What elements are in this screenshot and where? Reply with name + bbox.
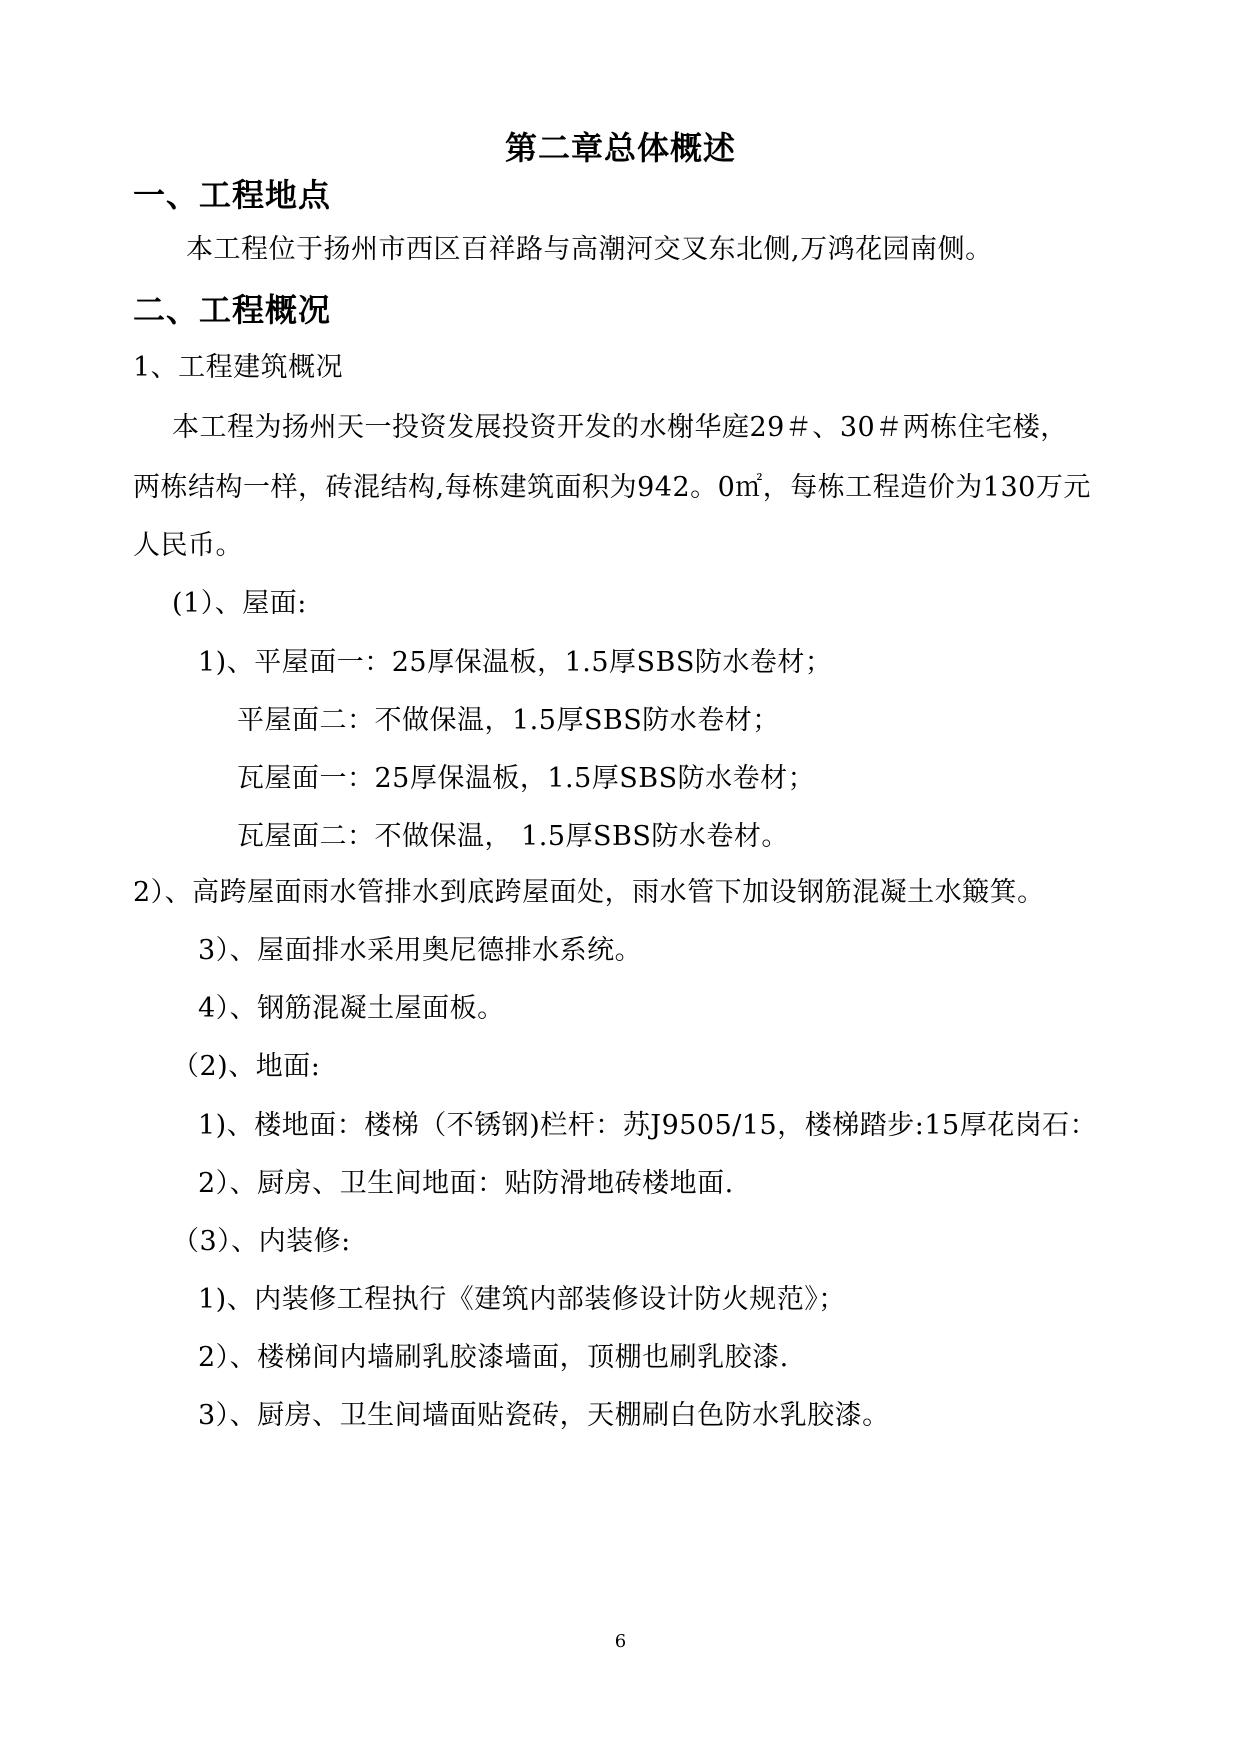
section-heading-location: 一、工程地点 — [133, 176, 332, 214]
roof-item-3: 3）、屋面排水采用奥尼德排水系统。 — [198, 935, 643, 966]
floor-item-1: 1)、楼地面：楼梯（不锈钢)栏杆：苏J9505/15，楼梯踏步:15厚花岗石： — [198, 1110, 1098, 1141]
floor-item-2: 2）、厨房、卫生间地面：贴防滑地砖楼地面. — [198, 1168, 734, 1199]
location-paragraph: 本工程位于扬州市西区百祥路与高潮河交叉东北侧,万鸿花园南侧。 — [186, 234, 993, 265]
overview-paragraph-line-1: 本工程为扬州天一投资发展投资开发的水榭华庭29＃、30＃两栋住宅楼， — [172, 412, 1068, 443]
roof-item-1b: 平屋面二：不做保温，1.5厚SBS防水卷材； — [237, 705, 780, 736]
floor-label: （2)、地面: — [172, 1051, 321, 1082]
page-number: 6 — [614, 1631, 627, 1652]
roof-item-1: 1)、平屋面一：25厚保温板，1.5厚SBS防水卷材； — [198, 647, 833, 678]
roof-label: (1）、屋面: — [172, 588, 307, 619]
section-heading-overview: 二、工程概况 — [133, 291, 332, 329]
roof-item-1c: 瓦屋面一：25厚保温板，1.5厚SBS防水卷材； — [237, 763, 816, 794]
interior-item-2: 2）、楼梯间内墙刷乳胶漆墙面，顶棚也刷乳胶漆. — [198, 1342, 789, 1373]
interior-item-1: 1)、内装修工程执行《建筑内部装修设计防火规范》； — [198, 1284, 846, 1315]
chapter-title: 第二章总体概述 — [504, 129, 736, 167]
roof-item-2: 2）、高跨屋面雨水管排水到底跨屋面处，雨水管下加设钢筋混凝土水簸箕。 — [133, 877, 1045, 908]
interior-item-3: 3）、厨房、卫生间墙面贴瓷砖，天棚刷白色防水乳胶漆。 — [198, 1400, 890, 1431]
subsection-title-building: 1、工程建筑概况 — [133, 352, 344, 383]
interior-label: （3）、内装修: — [172, 1226, 351, 1257]
roof-item-4: 4）、钢筋混凝土屋面板。 — [198, 993, 505, 1024]
overview-paragraph-line-3: 人民币。 — [133, 530, 243, 561]
overview-paragraph-line-2: 两栋结构一样，砖混结构,每栋建筑面积为942。0㎡，每栋工程造价为130万元 — [133, 472, 1091, 503]
roof-item-1d: 瓦屋面二：不做保温， 1.5厚SBS防水卷材。 — [237, 821, 789, 852]
